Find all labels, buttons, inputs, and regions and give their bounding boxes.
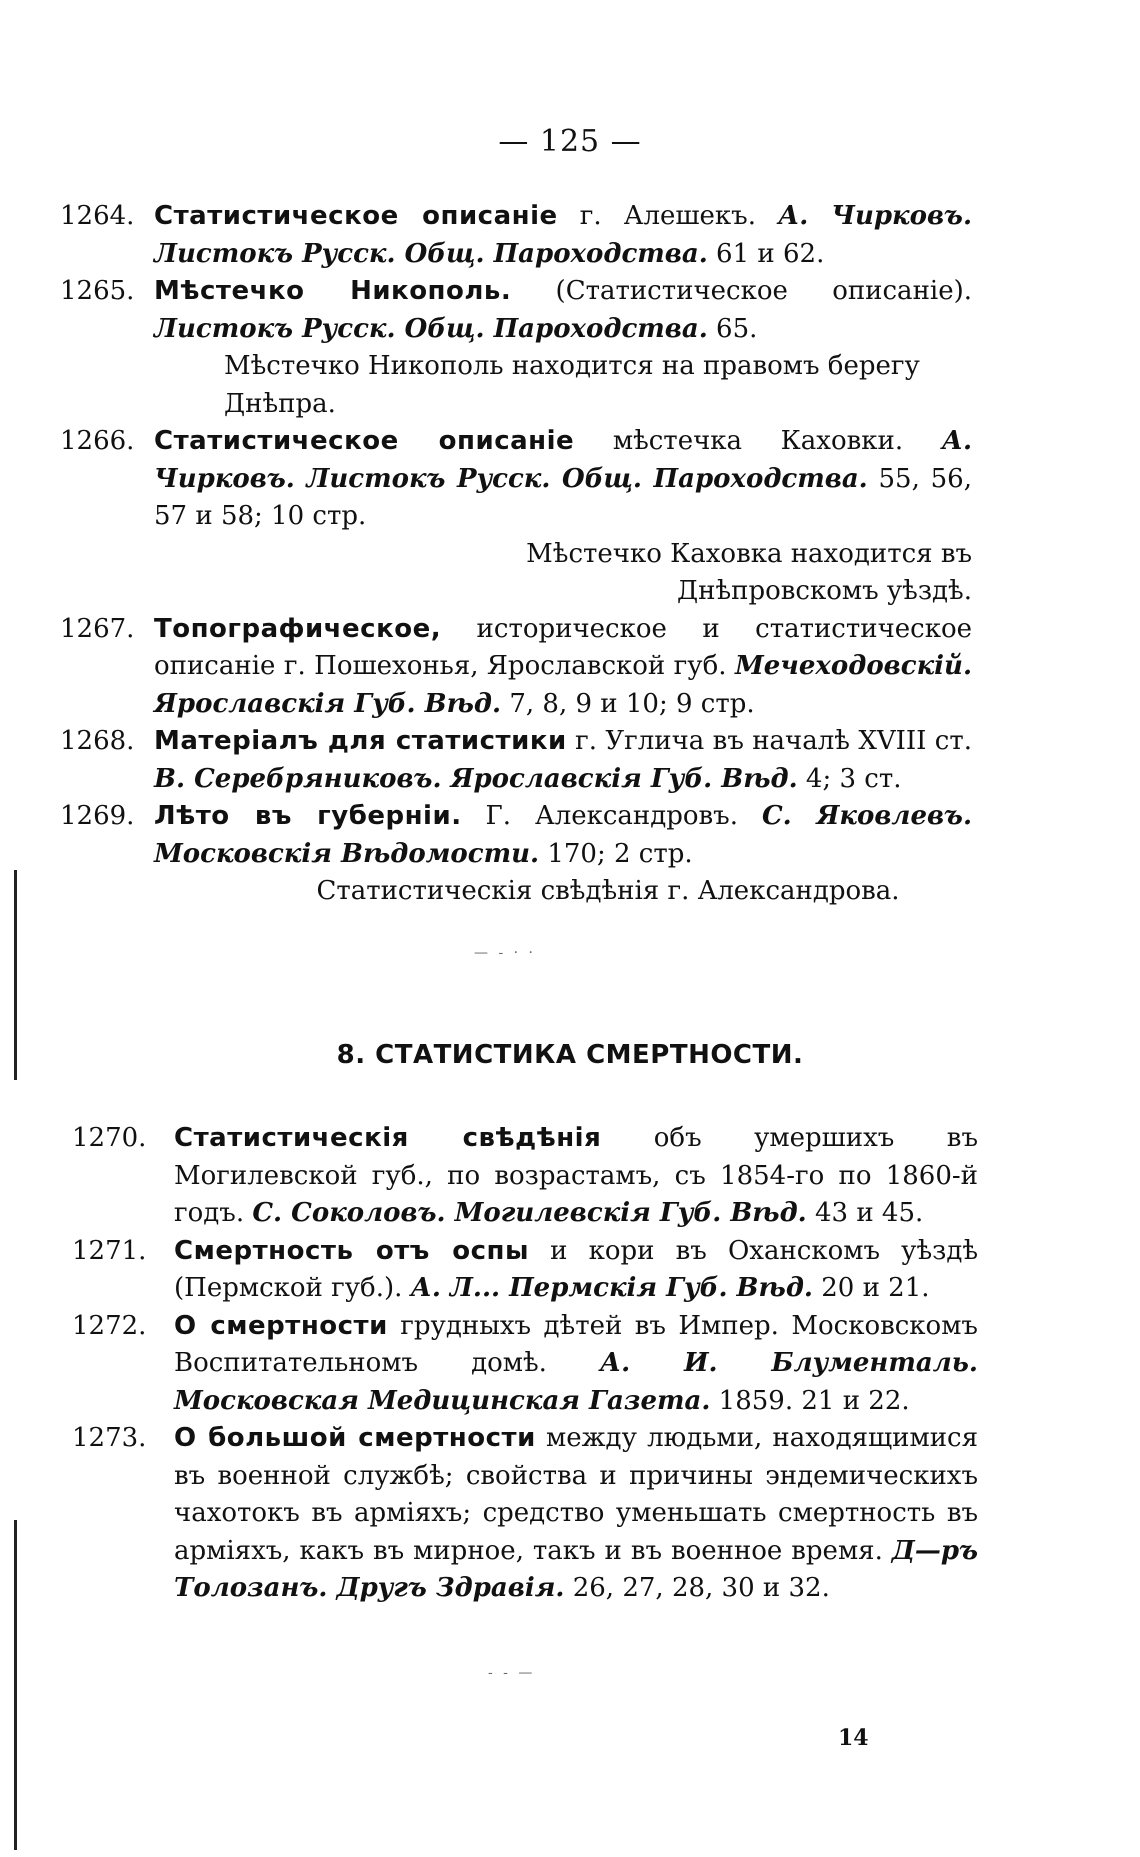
entry-source: А. И. Блументаль. Московская Медицинская Газета. [174, 1348, 978, 1416]
entry-issues: 55, 56, 57 и 58; 10 стр. [154, 463, 972, 531]
entry [60, 423, 972, 611]
section-title: 8. СТАТИСТИКА СМЕРТНОСТИ. [336, 1040, 804, 1070]
entry [60, 198, 972, 273]
scan-edge-line [14, 870, 17, 1080]
entry-issues: 20 и 21. [812, 1273, 930, 1303]
entry-source: А. Л... Пермскія Губ. Вѣд. [410, 1273, 813, 1303]
entry-text: Г. Александровъ. [461, 801, 762, 831]
entry-source: С. Яковлевъ. Московскія Вѣдомости. [154, 801, 973, 869]
entry-source: Листокъ Русск. Общ. Пароходства. [154, 313, 708, 344]
entry-text: между людьми, находящимися въ военной службѣ; свойства и причины эндемическихъ чахотокъ въ арміяхъ; средство уменьшать смертность въ арміяхъ, какъ въ мирное, такъ и въ военное время. [174, 1423, 979, 1566]
entry-source: В. Серебряниковъ. Ярославскія Губ. Вѣд. [154, 763, 798, 794]
entry-source: Д—ръ Толозанъ. Другъ Здравія. [174, 1535, 978, 1603]
entry-text: мѣстечка Каховки. [574, 426, 942, 456]
entry-text: г. Алешекъ. [557, 201, 779, 231]
entries-section-two [72, 1120, 978, 1608]
entry [72, 1233, 978, 1308]
entry-title: О смертности [174, 1310, 388, 1341]
entry-title: О большой смертности [174, 1423, 536, 1453]
entry [72, 1308, 978, 1421]
entry-issues: 170; 2 стр. [539, 838, 693, 869]
entries-section-one [60, 198, 972, 911]
entry-number: 1269. [60, 801, 135, 831]
separator-dashes: - - — [488, 1665, 536, 1681]
entry-text: объ умершихъ въ Могилевской губ., по возрастамъ, съ 1854-го по 1860-й годъ. [174, 1123, 978, 1228]
entry-note: Статистическія свѣдѣнія г. Александрова. [316, 876, 900, 906]
printer-signature: 14 [838, 1725, 869, 1751]
entry-number: 1272. [72, 1310, 147, 1341]
entry-number: 1265. [60, 276, 135, 306]
entry-number: 1264. [60, 201, 135, 231]
entry-issues: 4; 3 ст. [797, 763, 902, 794]
entry-title: Статистическое описаніе [154, 201, 558, 231]
entry-text: г. Углича въ началѣ XVIII ст. [566, 726, 972, 756]
entry-number: 1273. [72, 1423, 147, 1453]
entry-source: С. Соколовъ. Могилевскія Губ. Вѣд. [252, 1198, 807, 1228]
entry-source: А. Чирковъ. Листокъ Русск. Общ. Пароходства. [154, 201, 972, 269]
entry-number: 1267. [60, 613, 135, 644]
scan-edge-line [14, 1520, 17, 1850]
entry-title: Топографическое, [154, 613, 442, 644]
entry-note: Мѣстечко Каховка находится въ Днѣпровскомъ уѣздѣ. [526, 538, 972, 606]
entry-note: Мѣстечко Никополь находится на правомъ берегу Днѣпра. [224, 351, 920, 419]
entry-source: Мечеходовскій. Ярославскія Губ. Вѣд. [154, 651, 972, 719]
entry-issues: 26, 27, 28, 30 и 32. [564, 1573, 830, 1603]
entry-text: (Статистическое описаніе). [511, 276, 973, 306]
entry-issues: 7, 8, 9 и 10; 9 стр. [501, 688, 755, 719]
entry-issues: 61 и 62. [707, 238, 825, 269]
entry-title: Мѣстечко Никополь. [154, 276, 512, 306]
entry [72, 1420, 978, 1608]
entry [60, 798, 972, 911]
entry-issues: 65. [707, 313, 758, 344]
entry-title: Смертность отъ оспы [174, 1235, 529, 1266]
entry-text: и кори въ Оханскомъ уѣздѣ (Пермской губ.). [174, 1235, 979, 1303]
entry-title: Статистическое описаніе [154, 426, 575, 456]
entry-title: Лѣто въ губерніи. [154, 801, 462, 831]
entry-number: 1271. [72, 1235, 147, 1266]
entry [72, 1120, 978, 1233]
entry-title: Матеріалъ для статистики [154, 726, 567, 756]
entry-title: Статистическія свѣдѣнія [174, 1123, 602, 1153]
entry-source: А. Чирковъ. Листокъ Русск. Общ. Пароходства. [154, 426, 972, 494]
entry-text: историческое и статистическое описаніе г. Пошехонья, Ярославской губ. [154, 613, 972, 681]
entry-number: 1266. [60, 426, 135, 456]
entry [60, 273, 972, 423]
separator-dashes: — - · · [474, 945, 536, 961]
entry [60, 611, 972, 724]
entry-issues: 43 и 45. [806, 1198, 924, 1228]
page-number: — 125 — [498, 124, 642, 159]
entry-text: грудныхъ дѣтей въ Импер. Московскомъ Воспитательномъ домѣ. [174, 1310, 978, 1378]
entry-number: 1268. [60, 726, 135, 756]
entry-issues: 1859. 21 и 22. [710, 1385, 910, 1416]
entry-number: 1270. [72, 1123, 147, 1153]
entry [60, 723, 972, 798]
